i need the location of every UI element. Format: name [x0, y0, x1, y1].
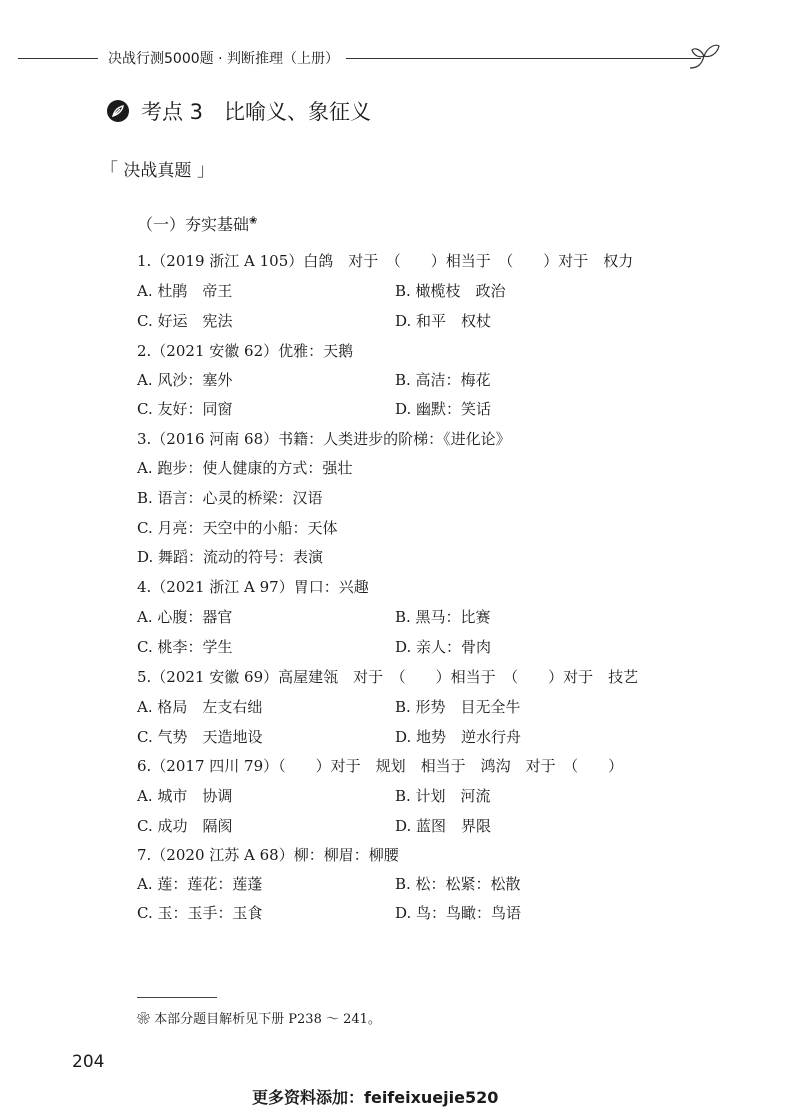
q4-option-a: A. 心腹：器官 [137, 608, 233, 626]
leaf-bullet-icon [107, 100, 129, 122]
q6-option-a: A. 城市 协调 [137, 787, 233, 805]
q1-option-a: A. 杜鹃 帝王 [137, 282, 233, 300]
q2-option-d: D. 幽默：笑话 [395, 400, 492, 418]
q1-option-d: D. 和平 权杖 [395, 312, 492, 330]
footnote-rule [137, 997, 217, 998]
q7-option-c: C. 玉：玉手：玉食 [137, 904, 263, 922]
bracket-open: 「 [100, 160, 118, 181]
q7-option-d: D. 鸟：鸟瞰：鸟语 [395, 904, 522, 922]
question-1-stem: 1.（2019 浙江 A 105）白鸽 对于 （ ）相当于 （ ）对于 权力 [137, 252, 634, 270]
q7-option-a: A. 莲：莲花：莲蓬 [137, 875, 263, 893]
watermark-text: 更多资料添加：feifeixuejie520 [252, 1088, 499, 1107]
running-header [18, 42, 718, 72]
section-title: （一）夯实基础 [137, 215, 250, 234]
q3-option-d: D. 舞蹈：流动的符号：表演 [137, 548, 324, 566]
q5-option-b: B. 形势 目无全牛 [395, 698, 521, 716]
header-rule-left [18, 58, 98, 59]
q3-option-a: A. 跑步：使人健康的方式：强壮 [137, 459, 353, 477]
q2-option-c: C. 友好：同窗 [137, 400, 233, 418]
topic-heading [107, 96, 371, 126]
book-title: 决战行测5000题 · 判断推理（上册） [108, 51, 339, 67]
q4-option-c: C. 桃李：学生 [137, 638, 233, 656]
question-5-stem: 5.（2021 安徽 69）高屋建瓴 对于 （ ）相当于 （ ）对于 技艺 [137, 668, 639, 686]
footnote-text: 本部分题目解析见下册 P238 ～ 241。 [154, 1012, 381, 1027]
bracket-close: 」 [196, 160, 215, 181]
flower-note-icon: ❀ [249, 215, 258, 227]
q2-option-a: A. 风沙：塞外 [137, 371, 233, 389]
q2-option-b: B. 高洁：梅花 [395, 371, 491, 389]
real-exam-text: 决战真题 [123, 161, 192, 181]
real-exam-label [100, 156, 215, 182]
section-heading [137, 212, 257, 235]
question-4-stem: 4.（2021 浙江 A 97）胃口：兴趣 [137, 578, 369, 596]
q5-option-a: A. 格局 左支右绌 [137, 698, 263, 716]
q7-option-b: B. 松：松紧：松散 [395, 875, 521, 893]
q6-option-b: B. 计划 河流 [395, 787, 491, 805]
q4-option-d: D. 亲人：骨肉 [395, 638, 492, 656]
q1-option-c: C. 好运 宪法 [137, 312, 233, 330]
q5-option-c: C. 气势 天造地设 [137, 728, 263, 746]
flower-note-icon: ❀ [137, 1012, 151, 1027]
topic-title: 考点 3 比喻义、象征义 [141, 100, 372, 124]
question-6-stem: 6.（2017 四川 79）（ ）对于 规划 相当于 鸿沟 对于 （ ） [137, 757, 624, 775]
question-7-stem: 7.（2020 江苏 A 68）柳：柳眉：柳腰 [137, 846, 399, 864]
question-2-stem: 2.（2021 安徽 62）优雅：天鹅 [137, 342, 354, 360]
q3-option-b: B. 语言：心灵的桥梁：汉语 [137, 489, 323, 507]
sprout-icon [686, 34, 722, 70]
q4-option-b: B. 黑马：比赛 [395, 608, 491, 626]
q6-option-d: D. 蓝图 界限 [395, 817, 492, 835]
q5-option-d: D. 地势 逆水行舟 [395, 728, 522, 746]
q3-option-c: C. 月亮：天空中的小船：天体 [137, 519, 338, 537]
header-rule-right [346, 58, 701, 59]
question-3-stem: 3.（2016 河南 68）书籍：人类进步的阶梯：《进化论》 [137, 430, 511, 448]
footnote [137, 1008, 381, 1027]
q6-option-c: C. 成功 隔阂 [137, 817, 233, 835]
q1-option-b: B. 橄榄枝 政治 [395, 282, 506, 300]
page-number: 204 [72, 1052, 105, 1072]
